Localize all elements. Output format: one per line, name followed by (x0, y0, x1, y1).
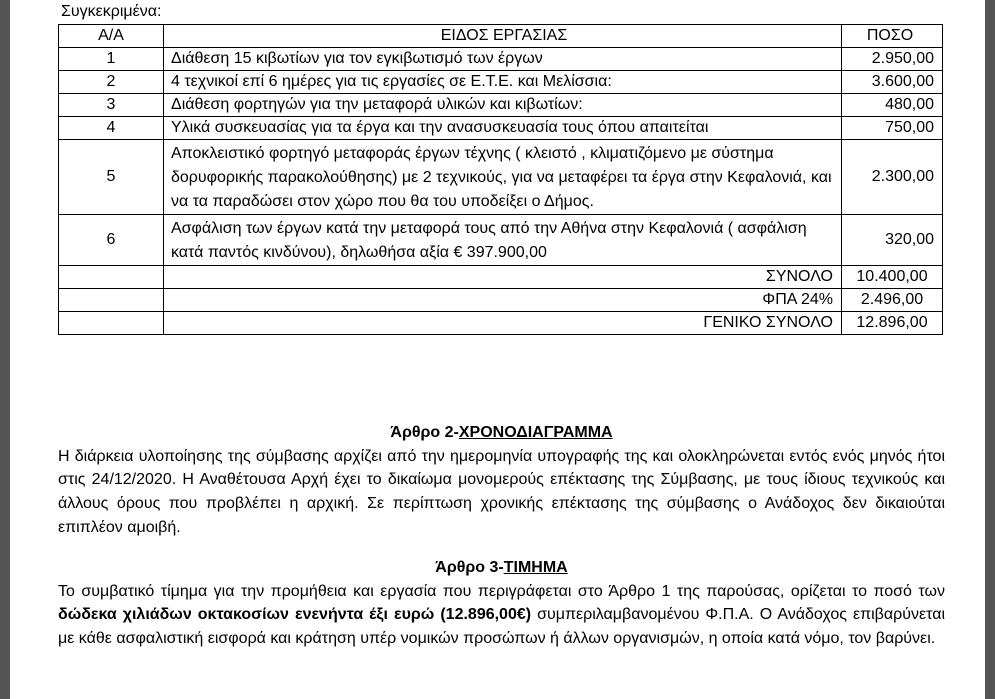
article-3-amount-words: δώδεκα χιλιάδων οκτακοσίων ενενήντα έξι ευρώ (12.896,00€) (58, 606, 532, 624)
article-3-body (58, 580, 945, 651)
article-3-title (58, 556, 945, 580)
row-desc: Διάθεση φορτηγών για την μεταφορά υλικών και κιβωτίων: (164, 94, 842, 117)
article-2-title-underlined: ΧΡΟΝΟΔΙΑΓΡΑΜΜΑ (458, 424, 613, 441)
article-3-title-prefix: Άρθρο 3- (435, 559, 504, 576)
table-row (59, 71, 943, 94)
grand-total-row (59, 312, 943, 335)
row-desc: Υλικά συσκευασίας για τα έργα και την ανασυσκευασία τους όπου απαιτείται (164, 117, 842, 140)
document-page (10, 0, 985, 699)
header-amount: ΠΟΣΟ (842, 25, 943, 48)
table-row (59, 140, 943, 215)
article-3 (58, 556, 945, 651)
row-amount: 750,00 (842, 117, 943, 140)
empty-cell (59, 266, 164, 289)
empty-cell (59, 289, 164, 312)
row-desc: Αποκλειστικό φορτηγό μεταφοράς έργων τέχνης ( κλειστό , κλιματιζόμενο με σύστημα δορυφορικής παρακολούθησης) με 2 τεχνικούς, για να μεταφέρει τα έργα στην Κεφαλονιά, και να τα παραδώσει στον χώρο που θα του υποδείξει ο Δήμος. (164, 140, 842, 215)
row-amount: 3.600,00 (842, 71, 943, 94)
total-row (59, 266, 943, 289)
row-aa: 4 (59, 117, 164, 140)
article-2-title-prefix: Άρθρο 2- (390, 424, 459, 441)
row-desc: Ασφάλιση των έργων κατά την μεταφορά τους από την Αθήνα στην Κεφαλονιά ( ασφάλιση κατά παντός κινδύνου), δηλωθήσα αξία € 397.900,00 (164, 215, 842, 266)
table-row (59, 94, 943, 117)
total-value: 10.400,00 (842, 266, 943, 289)
row-desc: 4 τεχνικοί επί 6 ημέρες για τις εργασίες σε Ε.Τ.Ε. και Μελίσσια: (164, 71, 842, 94)
vat-label: ΦΠΑ 24% (164, 289, 842, 312)
work-table (58, 24, 943, 335)
row-aa: 3 (59, 94, 164, 117)
article-3-body-before: Το συμβατικό τίμημα για την προμήθεια και εργασία που περιγράφεται στο Άρθρο 1 της παρούσας, ορίζεται το ποσό των (58, 582, 945, 600)
article-3-title-underlined: ΤΙΜΗΜΑ (503, 559, 568, 576)
header-desc: ΕΙΔΟΣ ΕΡΓΑΣΙΑΣ (164, 25, 842, 48)
grand-total-value: 12.896,00 (842, 312, 943, 335)
row-amount: 2.300,00 (842, 140, 943, 215)
row-amount: 2.950,00 (842, 48, 943, 71)
row-aa: 1 (59, 48, 164, 71)
vat-row (59, 289, 943, 312)
vat-value: 2.496,00 (842, 289, 943, 312)
row-amount: 320,00 (842, 215, 943, 266)
article-3-body-after: συμπεριλαμβανομένου Φ.Π.Α. Ο Ανάδοχος επιβαρύνεται με κάθε ασφαλιστική εισφορά και κράτηση υπέρ νομικών προσώπων ή άλλων οργανισμών, η οποία κατά νόμο, τον βαρύνει. (58, 606, 946, 648)
row-aa: 6 (59, 215, 164, 266)
row-amount: 480,00 (842, 94, 943, 117)
article-2-body: Η διάρκεια υλοποίησης της σύμβασης αρχίζει από την ημερομηνία υπογραφής της και ολοκληρώνεται εντός ενός μηνός ήτοι στις 24/12/2020. Η Αναθέτουσα Αρχή έχει το δικαίωμα μονομερούς επέκτασης της Σύμβασης, με τους ίδιους τεχνικούς και άλλους όρους που προβλέπει η αρχική. Σε περίπτωση χρονικής επέκτασης της σύμβασης ο Ανάδοχος δεν δικαιούται επιπλέον αμοιβή. (58, 447, 945, 536)
empty-cell (59, 312, 164, 335)
row-desc: Διάθεση 15 κιβωτίων για τον εγκιβωτισμό των έργων (164, 48, 842, 71)
intro-text: Συγκεκριμένα: (61, 3, 162, 20)
article-2-title (58, 421, 945, 445)
row-aa: 2 (59, 71, 164, 94)
table-row (59, 117, 943, 140)
header-aa: Α/Α (59, 25, 164, 48)
grand-total-label: ΓΕΝΙΚΟ ΣΥΝΟΛΟ (164, 312, 842, 335)
table-row (59, 48, 943, 71)
total-label: ΣΥΝΟΛΟ (164, 266, 842, 289)
table-header-row (59, 25, 943, 48)
table-row (59, 215, 943, 266)
row-aa: 5 (59, 140, 164, 215)
article-2 (58, 421, 945, 540)
